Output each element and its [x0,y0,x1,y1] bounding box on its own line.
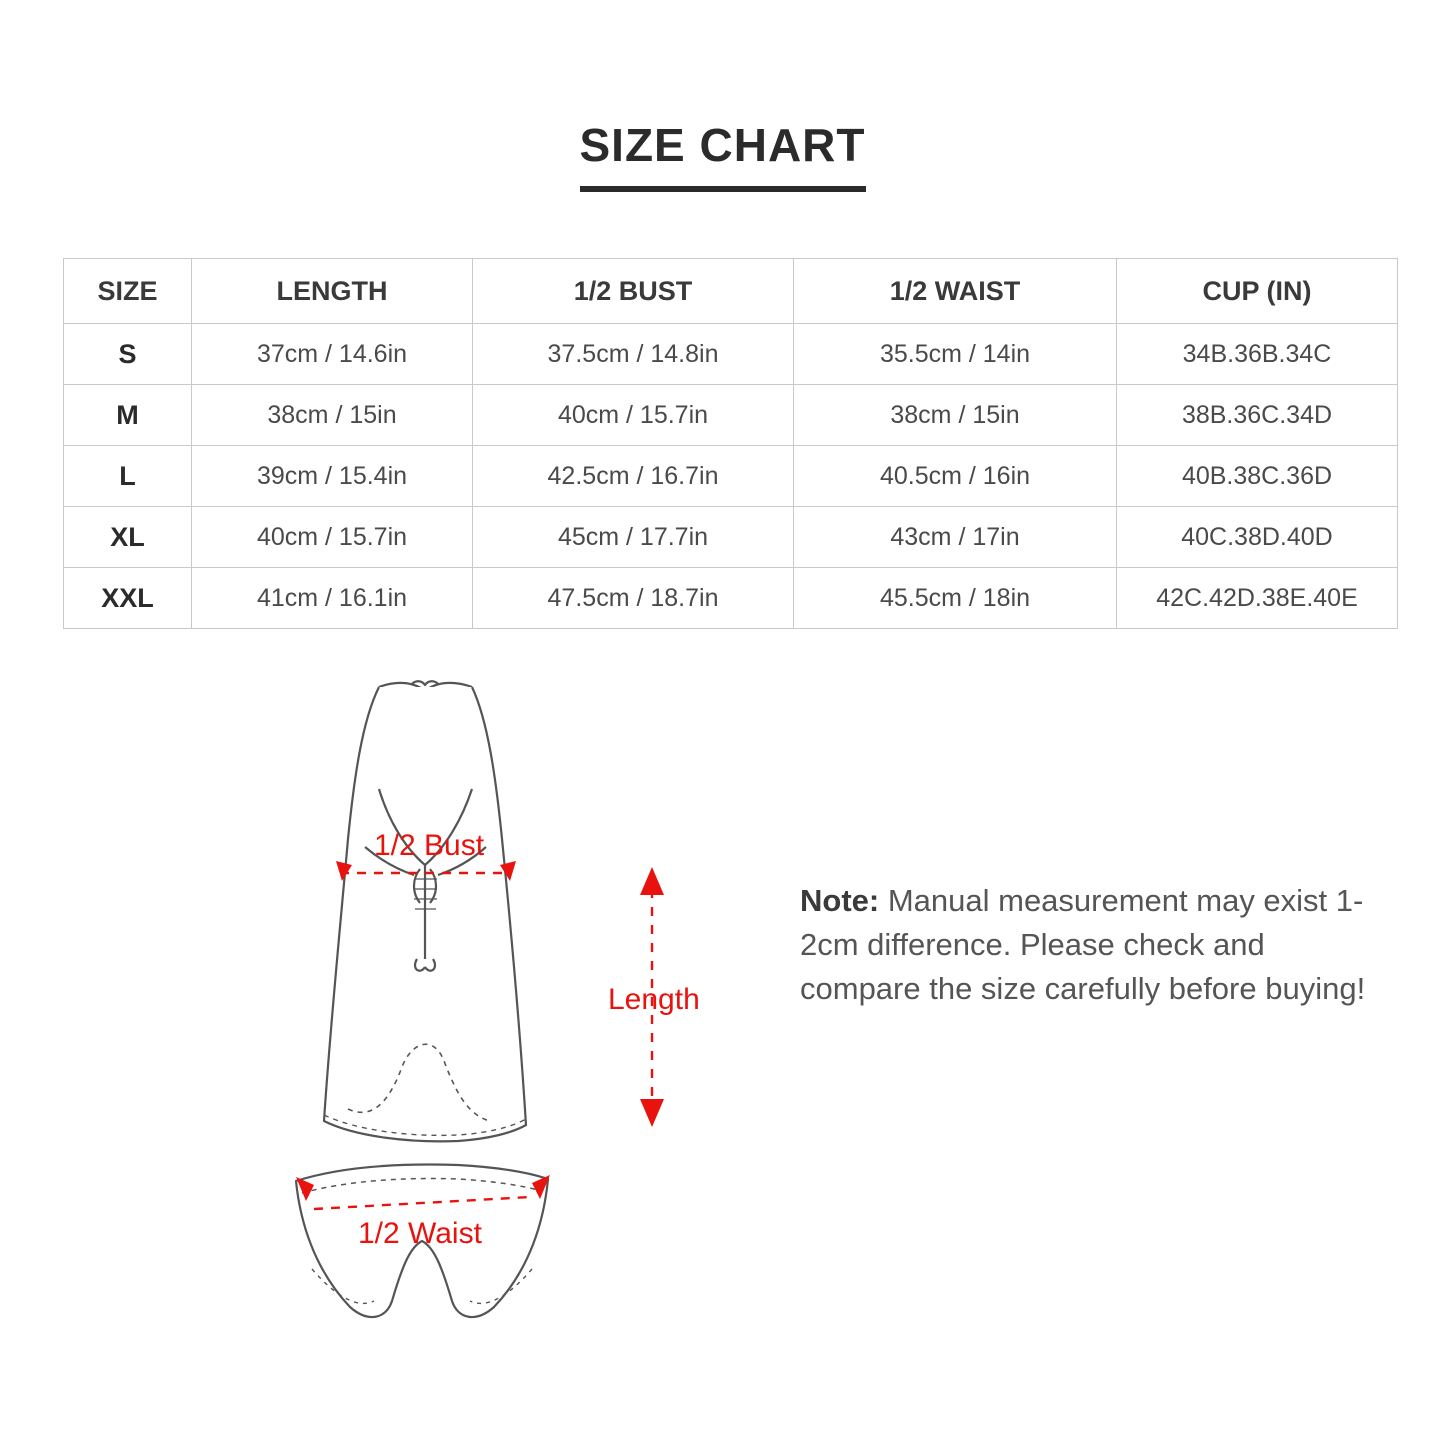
half-bust-label: 1/2 Bust [374,829,485,862]
cell-size: XXL [64,568,192,629]
cell-waist: 40.5cm / 16in [794,446,1117,507]
column-header-waist: 1/2 WAIST [794,259,1117,324]
cell-length: 37cm / 14.6in [192,324,473,385]
cell-length: 40cm / 15.7in [192,507,473,568]
table-row [64,324,1398,385]
cell-cup: 42C.42D.38E.40E [1117,568,1398,629]
column-header-length: LENGTH [192,259,473,324]
note-block [800,879,1380,1011]
table-row [64,446,1398,507]
note-text: Manual measurement may exist 1-2cm difference. Please check and compare the size carefully before buying! [800,883,1366,1007]
cell-cup: 38B.36C.34D [1117,385,1398,446]
table-row [64,385,1398,446]
column-header-bust: 1/2 BUST [473,259,794,324]
table-header-row [64,259,1398,324]
cell-waist: 45.5cm / 18in [794,568,1117,629]
cell-bust: 40cm / 15.7in [473,385,794,446]
cell-cup: 34B.36B.34C [1117,324,1398,385]
table-body [64,324,1398,629]
cell-size: S [64,324,192,385]
cell-waist: 38cm / 15in [794,385,1117,446]
length-label: Length [608,983,700,1016]
cell-waist: 43cm / 17in [794,507,1117,568]
table-row [64,568,1398,629]
cell-bust: 45cm / 17.7in [473,507,794,568]
cell-waist: 35.5cm / 14in [794,324,1117,385]
cell-size: XL [64,507,192,568]
cell-size: M [64,385,192,446]
cell-bust: 42.5cm / 16.7in [473,446,794,507]
length-measure-indicator [600,867,780,1157]
cell-size: L [64,446,192,507]
cell-cup: 40C.38D.40D [1117,507,1398,568]
table-row [64,507,1398,568]
cell-bust: 37.5cm / 14.8in [473,324,794,385]
size-chart-table [63,258,1398,629]
column-header-cup: CUP (IN) [1117,259,1398,324]
table-header [64,259,1398,324]
illustration-section [0,657,1445,1347]
cell-length: 38cm / 15in [192,385,473,446]
cell-cup: 40B.38C.36D [1117,446,1398,507]
cell-length: 39cm / 15.4in [192,446,473,507]
swimsuit-illustration [262,669,592,1319]
note-prefix: Note: [800,883,880,918]
cell-bust: 47.5cm / 18.7in [473,568,794,629]
half-waist-label: 1/2 Waist [358,1217,482,1250]
page-title: SIZE CHART [580,118,866,192]
page-title-container [0,0,1445,192]
size-table-container [63,258,1382,629]
cell-length: 41cm / 16.1in [192,568,473,629]
column-header-size: SIZE [64,259,192,324]
